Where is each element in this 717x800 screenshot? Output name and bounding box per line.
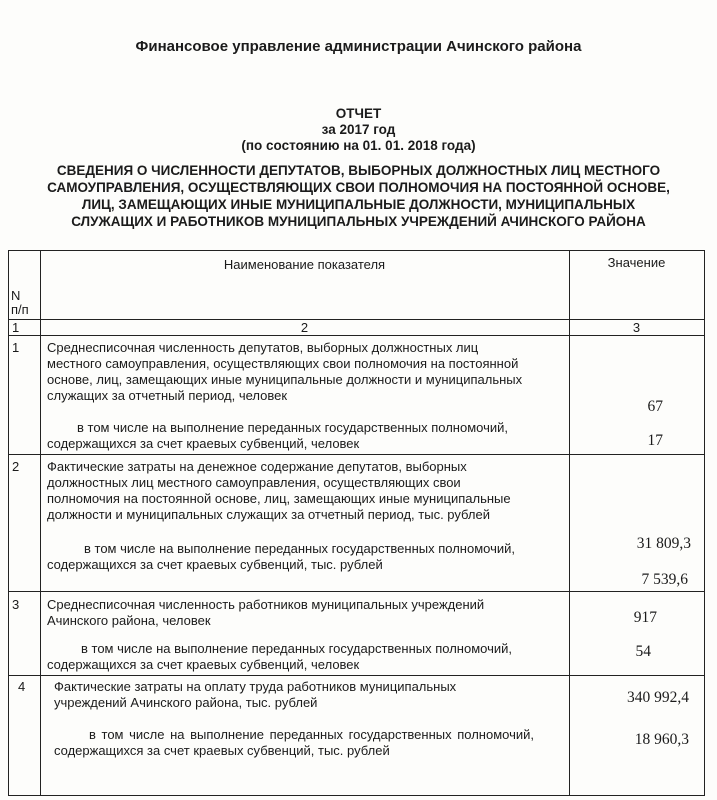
row-subtext-line: в том числе на выполнение переданных государственных полномочий, — [84, 541, 515, 556]
row-text-line: Среднесписочная численность депутатов, выборных должностных лиц — [47, 340, 479, 355]
row-subvalue: 18 960,3 — [634, 731, 689, 748]
row-text-line: Ачинского района, человек — [47, 613, 211, 628]
subtitle-line: СВЕДЕНИЯ О ЧИСЛЕННОСТИ ДЕПУТАТОВ, ВЫБОРНЫХ ДОЛЖНОСТНЫХ ЛИЦ МЕСТНОГО — [56, 163, 661, 178]
row-text-line: основе, лиц, замещающих иные муниципальные должности и муниципальных — [47, 372, 523, 387]
index-cell: 3 — [632, 320, 641, 335]
indicators-table — [8, 250, 705, 796]
row-subtext-line: в том числе на выполнение переданных государственных полномочий, — [89, 727, 534, 742]
column-header-name: Наименование показателя — [223, 257, 386, 272]
row-number: 3 — [12, 597, 20, 612]
subtitle-line: ЛИЦ, ЗАМЕЩАЮЩИХ ИНЫЕ МУНИЦИПАЛЬНЫЕ ДОЛЖНОСТИ, МУНИЦИПАЛЬНЫХ — [81, 197, 636, 212]
row-value: 31 809,3 — [636, 535, 691, 552]
row-divider — [9, 675, 704, 676]
row-value: 340 992,4 — [627, 689, 689, 706]
report-period: за 2017 год — [321, 122, 396, 137]
row-subvalue: 54 — [635, 643, 651, 660]
row-subtext-line: содержащихся за счет краевых субвенций, тыс. рублей — [54, 743, 390, 758]
index-cell: 1 — [12, 320, 20, 335]
row-number: 2 — [12, 459, 20, 474]
row-text-line: полномочия на постоянной основе, лиц, замещающих иные муниципальные — [47, 491, 511, 506]
row-text-line: местного самоуправления, осуществляющих свои полномочия на постоянной — [47, 356, 519, 371]
row-text-line: должностных лиц местного самоуправления, осуществляющих свои — [47, 475, 461, 490]
row-text-line: учреждений Ачинского района, тыс. рублей — [54, 695, 318, 710]
subtitle-line: СЛУЖАЩИХ И РАБОТНИКОВ МУНИЦИПАЛЬНЫХ УЧРЕЖДЕНИЙ АЧИНСКОГО РАЙОНА — [71, 214, 646, 229]
report-as-of: (по состоянию на 01. 01. 2018 года) — [241, 138, 476, 153]
row-subtext-line: в том числе на выполнение переданных государственных полномочий, — [81, 641, 512, 656]
row-subtext-line: в том числе на выполнение переданных государственных полномочий, — [77, 420, 508, 435]
row-text-line: Фактические затраты на оплату труда работников муниципальных — [54, 679, 457, 694]
index-cell: 2 — [300, 320, 309, 335]
row-divider — [9, 591, 704, 592]
row-subvalue: 17 — [647, 432, 663, 449]
report-subtitle — [0, 162, 717, 230]
row-text-line: служащих за отчетный период, человек — [47, 388, 288, 403]
row-divider — [9, 454, 704, 455]
row-value: 917 — [633, 609, 657, 626]
row-text-line: Фактические затраты на денежное содержание депутатов, выборных — [47, 459, 467, 474]
row-number: 1 — [12, 340, 20, 355]
row-subvalue: 7 539,6 — [641, 571, 688, 588]
row-subtext-line: содержащихся за счет краевых субвенций, человек — [47, 436, 360, 451]
row-text-line: должности и муниципальных служащих за отчетный период, тыс. рублей — [47, 507, 490, 522]
report-label: ОТЧЕТ — [335, 106, 382, 121]
row-number: 4 — [18, 679, 26, 694]
row-text-line: Среднесписочная численность работников муниципальных учреждений — [47, 597, 485, 612]
subtitle-line: САМОУПРАВЛЕНИЯ, ОСУЩЕСТВЛЯЮЩИХ СВОИ ПОЛНОМОЧИЯ НА ПОСТОЯННОЙ ОСНОВЕ, — [47, 180, 670, 195]
organization-title: Финансовое управление администрации Ачинского района — [135, 38, 582, 55]
row-subtext-line: содержащихся за счет краевых субвенций, человек — [47, 657, 360, 672]
column-header-value: Значение — [607, 255, 666, 270]
column-header-number: N п/п — [11, 288, 29, 317]
row-subtext-line: содержащихся за счет краевых субвенций, тыс. рублей — [47, 557, 383, 572]
row-value: 67 — [647, 398, 663, 415]
